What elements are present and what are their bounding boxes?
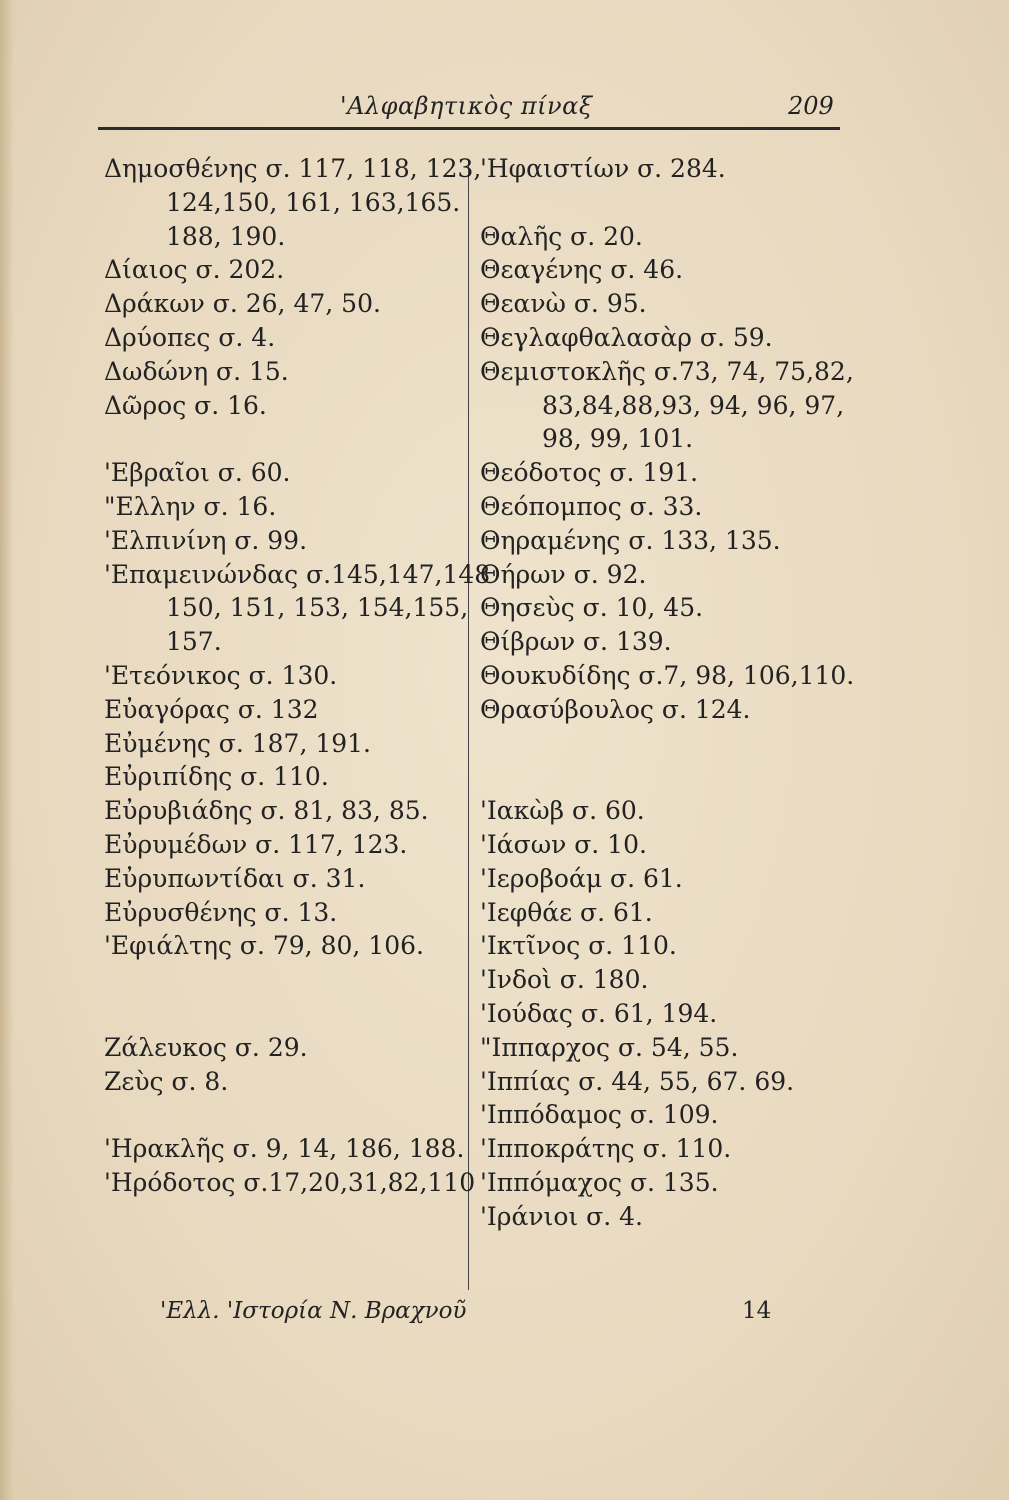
index-entry: 'Εφιάλτης σ. 79, 80, 106. [104,931,424,961]
index-entry-continuation: 188, 190. [166,221,286,251]
index-entry-continuation: 98, 99, 101. [542,424,694,454]
index-entry: 'Ινδοὶ σ. 180. [480,965,649,995]
index-entry: Εὐαγόρας σ. 132 [104,694,319,724]
index-entry: Θησεὺς σ. 10, 45. [480,593,704,623]
header-rule [98,127,840,130]
group-spacer [104,963,466,997]
index-entry: "Ιππαρχος σ. 54, 55. [480,1032,739,1062]
index-entry: 'Ιακὼβ σ. 60. [480,796,645,826]
index-entry: Ζάλευκος σ. 29. [104,1032,308,1062]
index-entry: 'Ηρακλῆς σ. 9, 14, 186, 188. [104,1134,465,1164]
index-entry: 'Ιάσων σ. 10. [480,829,647,859]
running-header-title: 'Αλφαβητικὸς πίναξ [340,92,593,120]
index-entry: 'Ιράνιοι σ. 4. [480,1201,643,1231]
index-entry-continuation: 83,84,88,93, 94, 96, 97, [542,390,845,420]
index-entry: Εὐρυπωντίδαι σ. 31. [104,863,366,893]
index-entry: Δωδώνη σ. 15. [104,356,289,386]
index-column-right [480,152,855,1234]
index-entry: 'Ιεροβοάμ σ. 61. [480,863,683,893]
index-entry: 'Ιππόδαμος σ. 109. [480,1100,719,1130]
index-entry: Θήρων σ. 92. [480,559,647,589]
group-spacer [480,760,840,794]
index-entry: Εὐριπίδης σ. 110. [104,762,329,792]
group-spacer [480,727,840,761]
index-entry: Θεαγένης σ. 46. [480,255,684,285]
index-entry: Θεόπομπος σ. 33. [480,491,703,521]
index-entry: Θεμιστοκλῆς σ.73, 74, 75,82, [480,356,854,386]
index-entry: 'Ετεόνικος σ. 130. [104,660,338,690]
footer-signature-mark: 14 [742,1298,772,1324]
index-entry: Θεγλαφθαλασὰρ σ. 59. [480,322,773,352]
index-entry-continuation: 157. [166,627,222,657]
index-entry-continuation: 150, 151, 153, 154,155, [166,593,469,623]
index-entry: Εὐρυμέδων σ. 117, 123. [104,829,408,859]
index-entry: 'Ελπινίνη σ. 99. [104,525,308,555]
index-entry: Θεανὼ σ. 95. [480,289,647,319]
index-entry: 'Ιεφθάε σ. 61. [480,897,653,927]
page-number: 209 [788,92,834,120]
index-entry: Εὐρυβιάδης σ. 81, 83, 85. [104,796,429,826]
index-column-left [104,152,491,1200]
index-entry: Δῶρος σ. 16. [104,390,267,420]
column-divider [468,160,469,1290]
index-entry: Εὐρυσθένης σ. 13. [104,897,338,927]
index-entry: Ζεὺς σ. 8. [104,1066,229,1096]
index-entry: 'Επαμεινώνδας σ.145,147,148 [104,559,491,589]
index-entry: Θηραμένης σ. 133, 135. [480,525,781,555]
index-entry: Δίαιος σ. 202. [104,255,285,285]
index-entry: Δρύοπες σ. 4. [104,322,276,352]
group-spacer [480,186,840,220]
group-spacer [104,1098,466,1132]
index-entry: 'Ιππίας σ. 44, 55, 67. 69. [480,1066,795,1096]
page-edge-shadow [0,0,14,1500]
index-entry-continuation: 124,150, 161, 163,165. [166,187,461,217]
footer-book-title: 'Ελλ. 'Ιστορία Ν. Βραχνοῦ [160,1298,467,1324]
index-entry: Θουκυδίδης σ.7, 98, 106,110. [480,660,855,690]
index-entry: Θεόδοτος σ. 191. [480,458,699,488]
index-entry: 'Ιππόμαχος σ. 135. [480,1167,719,1197]
group-spacer [104,997,466,1031]
index-entry: 'Ιπποκράτης σ. 110. [480,1134,732,1164]
index-entry: 'Ηρόδοτος σ.17,20,31,82,110 [104,1167,476,1197]
index-entry: 'Ιούδας σ. 61, 194. [480,998,718,1028]
index-entry: "Ελλην σ. 16. [104,491,277,521]
index-entry: Θίβρων σ. 139. [480,627,672,657]
index-entry: Θαλῆς σ. 20. [480,221,643,251]
index-entry: 'Ηφαιστίων σ. 284. [480,154,726,183]
index-entry: Εὐμένης σ. 187, 191. [104,728,372,758]
group-spacer [104,422,466,456]
index-entry: Δημοσθένης σ. 117, 118, 123, [104,154,482,183]
index-entry: Δράκων σ. 26, 47, 50. [104,289,381,319]
index-entry: Θρασύβουλος σ. 124. [480,694,751,724]
index-entry: 'Εβραῖοι σ. 60. [104,458,291,488]
index-entry: 'Ικτῖνος σ. 110. [480,931,677,961]
